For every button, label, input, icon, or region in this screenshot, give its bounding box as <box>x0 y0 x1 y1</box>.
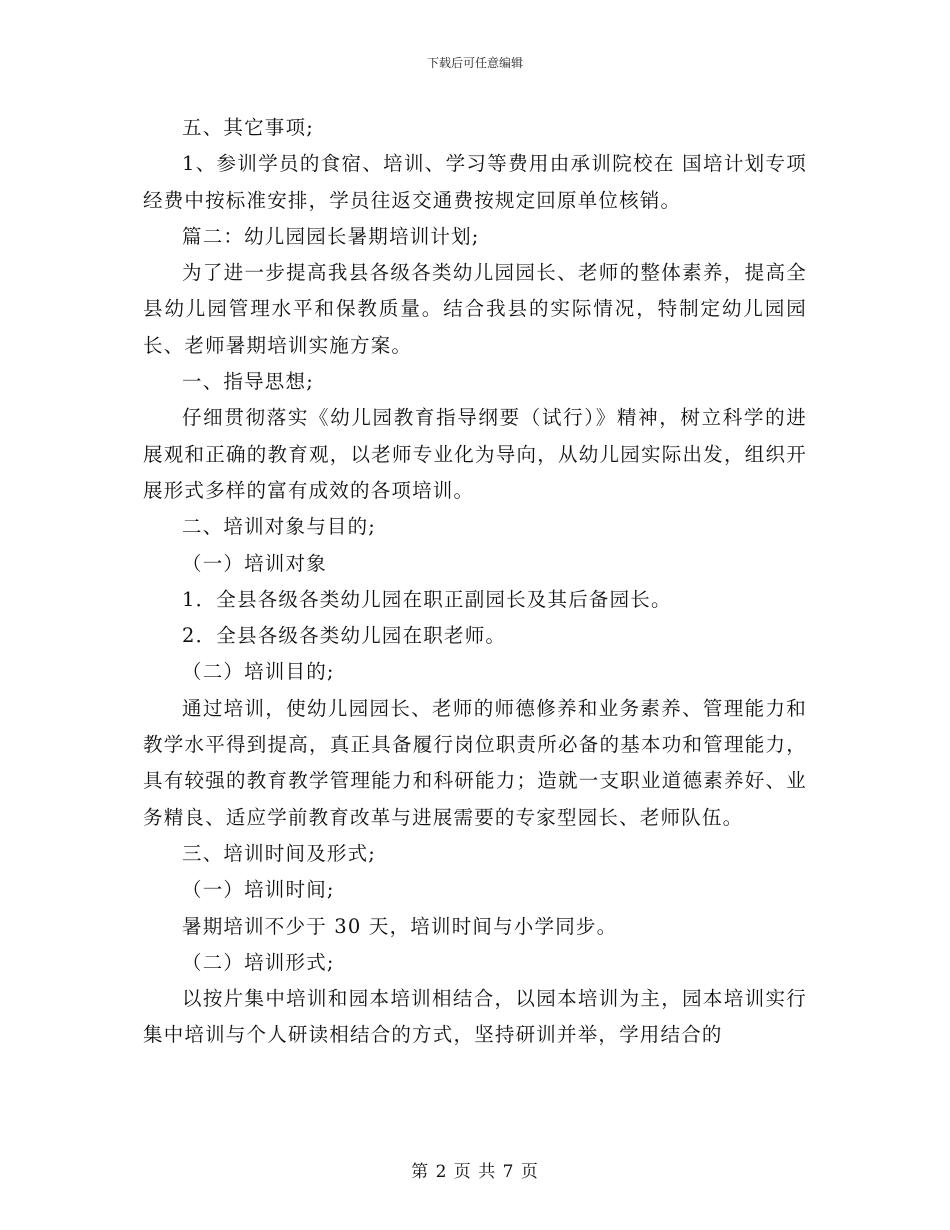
list-item-teachers: 2．全县各级各类幼儿园在职老师。 <box>182 624 507 648</box>
section-heading-time-form: 三、培训时间及形式; <box>182 841 377 865</box>
paragraph-training-form: 以按片集中培训和园本培训相结合，以园本培训为主，园本培训实行集中培训与个人研读相结合的方式，坚持研训并举，学用结合的 <box>143 987 807 1047</box>
subheading-training-goals: （二）培训目的; <box>182 660 335 684</box>
subheading-training-targets: （一）培训对象 <box>182 551 327 575</box>
subheading-training-time: （一）培训时间; <box>182 878 335 902</box>
section-heading-guiding-thought: 一、指导思想; <box>182 370 314 394</box>
section-heading-other-matters: 五、其它事项; <box>182 116 314 139</box>
paragraph-training-time: 暑期培训不少于 30 天，培训时间与小学同步。 <box>182 914 618 938</box>
paragraph-guiding-thought: 仔细贯彻落实《幼儿园教育指导纲要（试行）》精神，树立科学的进展观和正确的教育观，以老师专业化为导向，从幼儿园实际出发，组织开展形式多样的富有成效的各项培训。 <box>143 406 807 502</box>
paragraph-expenses: 1、参训学员的食宿、培训、学习等费用由承训院校在 国培计划专项经费中按标准安排，学员往返交通费按规定回原单位核销。 <box>143 152 807 212</box>
paragraph-intro: 为了进一步提高我县各级各类幼儿园园长、老师的整体素养，提高全县幼儿园管理水平和保教质量。结合我县的实际情况，特制定幼儿园园长、老师暑期培训实施方案。 <box>143 261 807 357</box>
paragraph-training-goals: 通过培训，使幼儿园园长、老师的师德修养和业务素养、管理能力和教学水平得到提高，真正具备履行岗位职责所必备的基本功和管理能力，具有较强的教育教学管理能力和科研能力；造就一支职业道德素养好、业务精良、适应学前教育改革与进展需要的专家型园长、老师队伍。 <box>143 696 807 829</box>
document-body <box>143 110 807 1054</box>
list-item-principals: 1．全县各级各类幼儿园在职正副园长及其后备园长。 <box>182 587 672 611</box>
article-title-part-two: 篇二：幼儿园园长暑期培训计划; <box>182 224 480 248</box>
subheading-training-form: （二）培训形式; <box>182 950 335 974</box>
section-heading-targets-goals: 二、培训对象与目的; <box>182 515 377 539</box>
page-footer: 第 2 页 共 7 页 <box>411 1162 539 1182</box>
page-header: 下载后可任意编辑 <box>426 56 523 70</box>
